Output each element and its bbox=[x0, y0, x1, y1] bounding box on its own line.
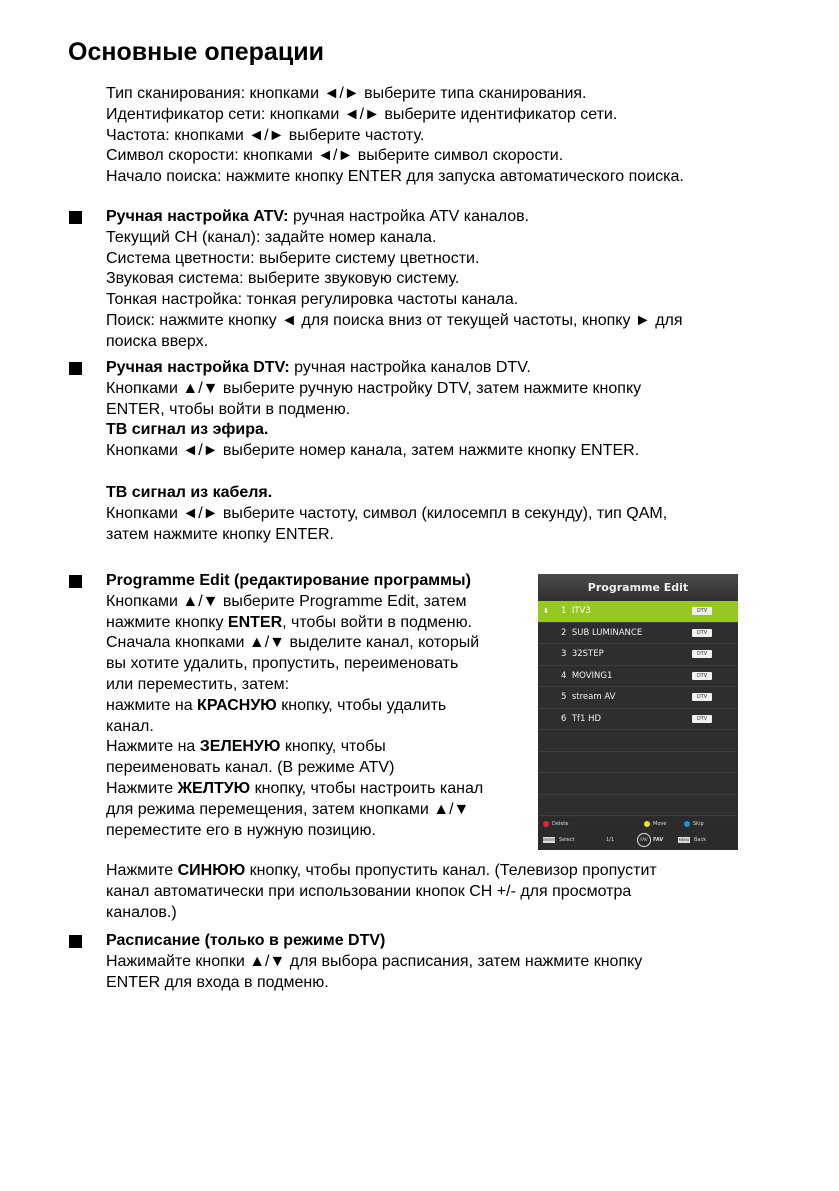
text-line: ENTER, чтобы войти в подменю. bbox=[106, 400, 351, 418]
atv-manual-block bbox=[106, 207, 683, 353]
text-line: Нажимайте кнопки ▲/▼ для выбора расписания, затем нажмите кнопку bbox=[106, 952, 643, 970]
text-span: Нажмите bbox=[106, 862, 178, 879]
programme-edit-block-2 bbox=[106, 861, 786, 923]
programme-edit-screenshot bbox=[538, 574, 738, 850]
text-line: затем нажмите кнопку ENTER. bbox=[106, 525, 334, 543]
menu-key-icon: MENU bbox=[678, 838, 690, 842]
red-dot-icon bbox=[543, 821, 549, 827]
channel-row[interactable] bbox=[538, 666, 738, 688]
text-span: кнопку, чтобы настроить канал bbox=[250, 779, 484, 797]
bullet-square bbox=[69, 362, 82, 375]
pe-heading: Programme Edit (редактирование программы) bbox=[106, 572, 471, 589]
text-span: кнопку, чтобы удалить bbox=[276, 696, 447, 714]
empty-row bbox=[538, 795, 738, 817]
text-line: или переместить, затем: bbox=[106, 675, 290, 693]
fav-hint: FAV bbox=[653, 837, 664, 843]
move-hint: Move bbox=[653, 821, 667, 827]
delete-hint: Delete bbox=[552, 821, 569, 827]
updown-icon: ⬍ bbox=[543, 607, 549, 615]
text-line: Частота: кнопками ◄/► выберите частоту. bbox=[106, 126, 425, 144]
text-line: Сначала кнопками ▲/▼ выделите канал, который bbox=[106, 634, 480, 652]
blue-dot-icon bbox=[684, 821, 690, 827]
channel-row[interactable] bbox=[538, 687, 738, 709]
channel-name: 2 SUB LUMINANCE bbox=[561, 627, 643, 638]
channel-list bbox=[538, 601, 738, 816]
bullet-square bbox=[69, 211, 82, 224]
channel-row-selected[interactable] bbox=[538, 601, 738, 623]
channel-row[interactable] bbox=[538, 623, 738, 645]
empty-row bbox=[538, 730, 738, 752]
blue-key-text: СИНЮЮ bbox=[177, 862, 246, 879]
text-line: Кнопками ▲/▼ выберите Programme Edit, затем bbox=[106, 592, 467, 610]
select-hint: Select bbox=[559, 837, 575, 843]
text-span: Нажмите bbox=[106, 779, 178, 797]
text-line: вы хотите удалить, пропустить, переименовать bbox=[106, 655, 459, 673]
channel-row[interactable] bbox=[538, 644, 738, 666]
channel-name: 3 32STEP bbox=[561, 649, 604, 659]
text-line: Звуковая система: выберите звуковую систему. bbox=[106, 270, 460, 288]
channel-name: 1 ITV3 bbox=[561, 606, 591, 616]
bullet-square bbox=[69, 935, 82, 948]
text-line: Тонкая настройка: тонкая регулировка частоты канала. bbox=[106, 291, 519, 309]
text-span: нажмите на bbox=[106, 696, 198, 714]
dtv-badge: DTV bbox=[692, 650, 712, 658]
text-line: переименовать канал. (В режиме ATV) bbox=[106, 759, 395, 777]
dtv-badge: DTV bbox=[692, 607, 712, 615]
yellow-key-text: ЖЕЛТУЮ bbox=[177, 779, 251, 797]
dtv-heading-rest: ручная настройка каналов DTV. bbox=[289, 359, 531, 376]
text-line: Текущий CH (канал): задайте номер канала. bbox=[106, 228, 437, 246]
text-span: кнопку, чтобы пропустить канал. (Телевизор пропустит bbox=[245, 862, 657, 879]
text-span: , чтобы войти в подменю. bbox=[282, 613, 473, 631]
air-heading: ТВ сигнал из эфира. bbox=[106, 421, 269, 439]
text-span: кнопку, чтобы bbox=[280, 738, 386, 756]
dtv-badge: DTV bbox=[692, 672, 712, 680]
dtv-badge: DTV bbox=[692, 693, 712, 701]
text-line: Кнопками ▲/▼ выберите ручную настройку DTV, затем нажмите кнопку bbox=[106, 379, 642, 397]
red-key-text: КРАСНУЮ bbox=[197, 696, 277, 714]
scan-settings-block bbox=[106, 84, 684, 188]
tv-footer bbox=[538, 817, 738, 850]
empty-row bbox=[538, 773, 738, 795]
cable-heading: ТВ сигнал из кабеля. bbox=[106, 484, 273, 501]
text-line: Тип сканирования: кнопками ◄/► выберите типа сканирования. bbox=[106, 85, 587, 102]
text-line: Начало поиска: нажмите кнопку ENTER для запуска автоматического поиска. bbox=[106, 168, 684, 186]
atv-heading-rest: ручная настройка ATV каналов. bbox=[288, 208, 530, 225]
dtv-badge: DTV bbox=[692, 715, 712, 723]
channel-name: 5 stream AV bbox=[561, 692, 616, 702]
text-line: Кнопками ◄/► выберите частоту, символ (килосемпл в секунду), тип QAM, bbox=[106, 504, 668, 522]
cable-block bbox=[106, 483, 667, 545]
page-title: Основные операции bbox=[68, 38, 324, 66]
channel-name: 4 MOVING1 bbox=[561, 670, 613, 681]
text-line: поиска вверх. bbox=[106, 332, 209, 350]
text-line: Поиск: нажмите кнопку ◄ для поиска вниз от текущей частоты, кнопку ► для bbox=[106, 311, 683, 329]
text-line: ENTER для входа в подменю. bbox=[106, 973, 329, 991]
tv-screen-title: Programme Edit bbox=[538, 574, 738, 601]
programme-edit-block bbox=[106, 571, 536, 841]
dtv-heading: Ручная настройка DTV: bbox=[106, 359, 290, 376]
text-span: нажмите кнопку bbox=[106, 613, 228, 631]
schedule-heading: Расписание (только в режиме DTV) bbox=[106, 932, 386, 949]
text-line: Символ скорости: кнопками ◄/► выберите символ скорости. bbox=[106, 147, 564, 165]
text-line: Идентификатор сети: кнопками ◄/► выберите идентификатор сети. bbox=[106, 105, 618, 123]
text-span: Нажмите на bbox=[106, 738, 200, 756]
dtv-manual-block bbox=[106, 358, 641, 462]
text-line: канал. bbox=[106, 717, 154, 735]
text-line: для режима перемещения, затем кнопками ▲/▼ bbox=[106, 800, 470, 818]
schedule-block bbox=[106, 931, 642, 993]
enter-key-text: ENTER bbox=[227, 613, 283, 631]
atv-heading: Ручная настройка ATV: bbox=[106, 208, 289, 225]
enter-key-icon: ENTER bbox=[543, 838, 555, 842]
bullet-square bbox=[69, 575, 82, 588]
text-line: Кнопками ◄/► выберите номер канала, затем нажмите кнопку ENTER. bbox=[106, 442, 640, 460]
channel-name: 6 Tf1 HD bbox=[561, 713, 602, 724]
empty-row bbox=[538, 752, 738, 774]
fav-key-icon: FAV bbox=[637, 833, 651, 847]
text-line: каналов.) bbox=[106, 903, 177, 921]
text-line: канал автоматически при использовании кнопок CH +/- для просмотра bbox=[106, 882, 632, 900]
channel-row[interactable] bbox=[538, 709, 738, 731]
text-line: Система цветности: выберите систему цветности. bbox=[106, 249, 480, 267]
yellow-dot-icon bbox=[644, 821, 650, 827]
skip-hint: Skip bbox=[693, 821, 704, 827]
green-key-text: ЗЕЛЕНУЮ bbox=[199, 738, 281, 756]
back-hint: Back bbox=[694, 837, 707, 843]
text-line: переместите его в нужную позицию. bbox=[106, 821, 376, 839]
page-indicator: 1/1 bbox=[606, 837, 615, 843]
dtv-badge: DTV bbox=[692, 629, 712, 637]
